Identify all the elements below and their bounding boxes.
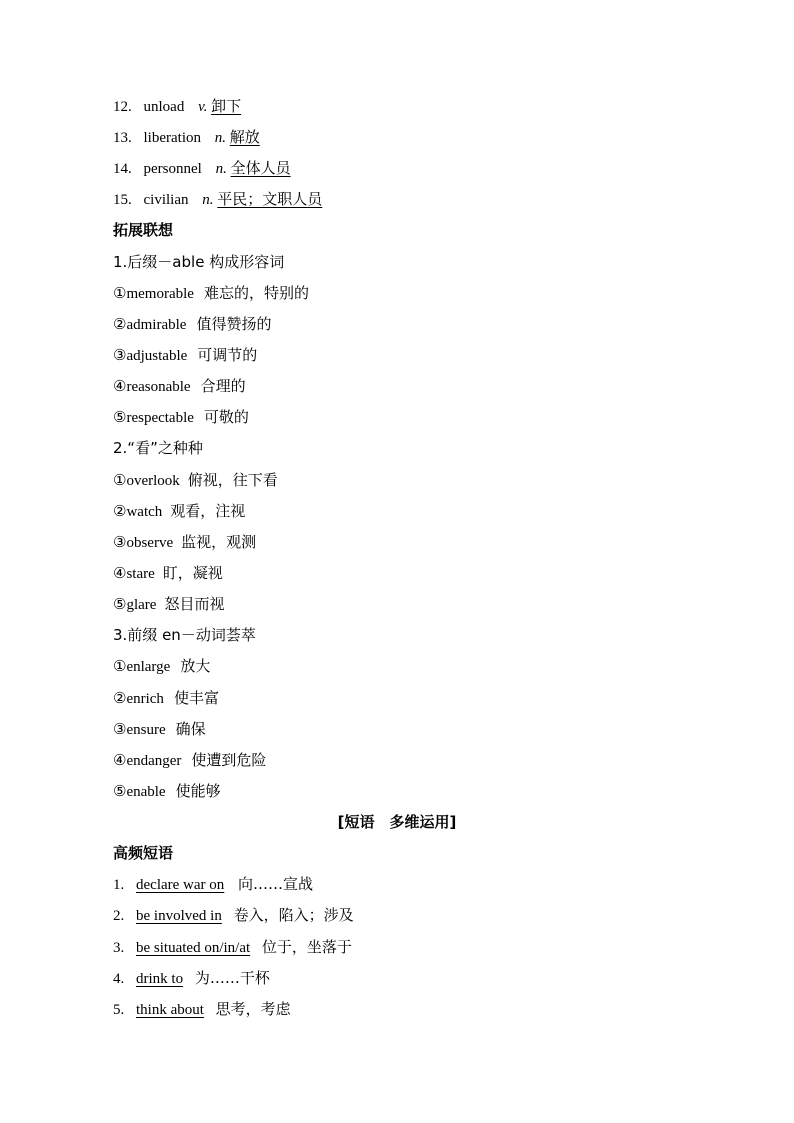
vocab-meaning: 平民；文职人员 [217,190,323,208]
list-item [113,283,309,304]
phrase-number: 1. [113,877,125,893]
list-item [113,688,219,709]
vocab-word: civilian [143,192,189,208]
vocab-number: 13. [113,130,132,146]
vocab-item [113,189,322,210]
vocab-pos: n. [214,130,226,146]
list-word: memorable [126,286,194,302]
list-item [113,719,206,740]
vocab-pos: n. [215,161,227,177]
list-word: enlarge [126,659,171,675]
vocab-item [113,127,260,148]
vocab-word: liberation [143,130,201,146]
list-word: endanger [126,753,182,769]
list-word: enable [126,784,166,800]
vocab-item [113,158,291,179]
phrase-number: 4. [113,971,125,987]
phrase-text: declare war on [136,877,225,893]
list-word: stare [126,566,155,582]
list-item [113,532,256,553]
list-word: adjustable [126,348,188,364]
phrase-meaning: 卷入，陷入；涉及 [233,906,354,924]
list-word: watch [126,504,163,520]
list-meaning: 盯，凝视 [162,564,223,582]
expansion-heading: 拓展联想 [113,221,174,239]
group-title: 1.后缀－able 构成形容词 [113,253,285,271]
list-meaning: 观看，注视 [170,502,246,520]
phrase-meaning: 为……干杯 [194,969,270,987]
list-marker: ⑤ [113,408,127,426]
list-meaning: 放大 [180,657,211,675]
list-item [113,750,266,771]
phrase-item [113,905,354,926]
list-word: enrich [126,691,164,707]
list-item [113,407,249,428]
list-marker: ② [113,689,127,707]
phrase-number: 5. [113,1002,125,1018]
phrase-meaning: 思考，考虑 [215,1000,291,1018]
vocab-word: unload [143,99,185,115]
list-word: respectable [126,410,194,426]
list-marker: ③ [113,346,127,364]
list-item [113,656,210,677]
list-word: observe [126,535,174,551]
list-meaning: 难忘的，特别的 [203,284,309,302]
list-meaning: 俯视，往下看 [187,471,278,489]
section-title: [短语 多维运用] [337,813,457,831]
list-meaning: 监视，观测 [181,533,257,551]
list-word: reasonable [126,379,191,395]
list-word: overlook [126,473,180,489]
list-marker: ③ [113,533,127,551]
list-marker: ④ [113,564,127,582]
phrase-item [113,968,270,989]
phrase-text: be involved in [136,908,222,924]
list-item [113,376,246,397]
list-meaning: 值得赞扬的 [196,315,272,333]
list-item [113,314,271,335]
list-meaning: 可敬的 [203,408,249,426]
list-meaning: 使能够 [175,782,221,800]
vocab-meaning: 卸下 [211,97,242,115]
group-title: 2.“看”之种种 [113,439,203,457]
vocab-number: 12. [113,99,132,115]
vocab-pos: v. [198,99,208,115]
phrase-item [113,874,313,895]
vocab-word: personnel [143,161,202,177]
phrase-number: 3. [113,940,125,956]
group-title: 3.前缀 en－动词荟萃 [113,626,256,644]
list-item [113,594,224,615]
phrase-meaning: 位于，坐落于 [261,938,352,956]
list-meaning: 使丰富 [173,689,219,707]
list-marker: ② [113,502,127,520]
phrase-text: be situated on/in/at [136,940,251,956]
list-item [113,563,223,584]
phrase-item [113,999,291,1020]
phrase-meaning: 向……宣战 [238,875,314,893]
phrase-number: 2. [113,908,125,924]
phrase-text: think about [136,1002,204,1018]
list-marker: ② [113,315,127,333]
list-word: admirable [126,317,187,333]
vocab-meaning: 全体人员 [230,159,291,177]
list-item [113,501,245,522]
vocab-item [113,96,241,117]
list-marker: ① [113,657,127,675]
phrase-text: drink to [136,971,184,987]
list-meaning: 使遭到危险 [191,751,267,769]
list-marker: ④ [113,751,127,769]
vocab-number: 15. [113,192,132,208]
list-meaning: 怒目而视 [164,595,225,613]
phrases-heading: 高频短语 [113,844,174,862]
list-item [113,345,257,366]
vocab-meaning: 解放 [229,128,260,146]
list-marker: ⑤ [113,595,127,613]
list-item [113,470,278,491]
list-meaning: 合理的 [200,377,246,395]
list-word: glare [126,597,157,613]
vocab-number: 14. [113,161,132,177]
list-word: ensure [126,722,166,738]
list-item [113,781,221,802]
list-marker: ④ [113,377,127,395]
list-marker: ① [113,284,127,302]
list-marker: ③ [113,720,127,738]
list-marker: ① [113,471,127,489]
phrase-item [113,937,352,958]
list-marker: ⑤ [113,782,127,800]
list-meaning: 可调节的 [197,346,258,364]
list-meaning: 确保 [175,720,206,738]
vocab-pos: n. [202,192,214,208]
